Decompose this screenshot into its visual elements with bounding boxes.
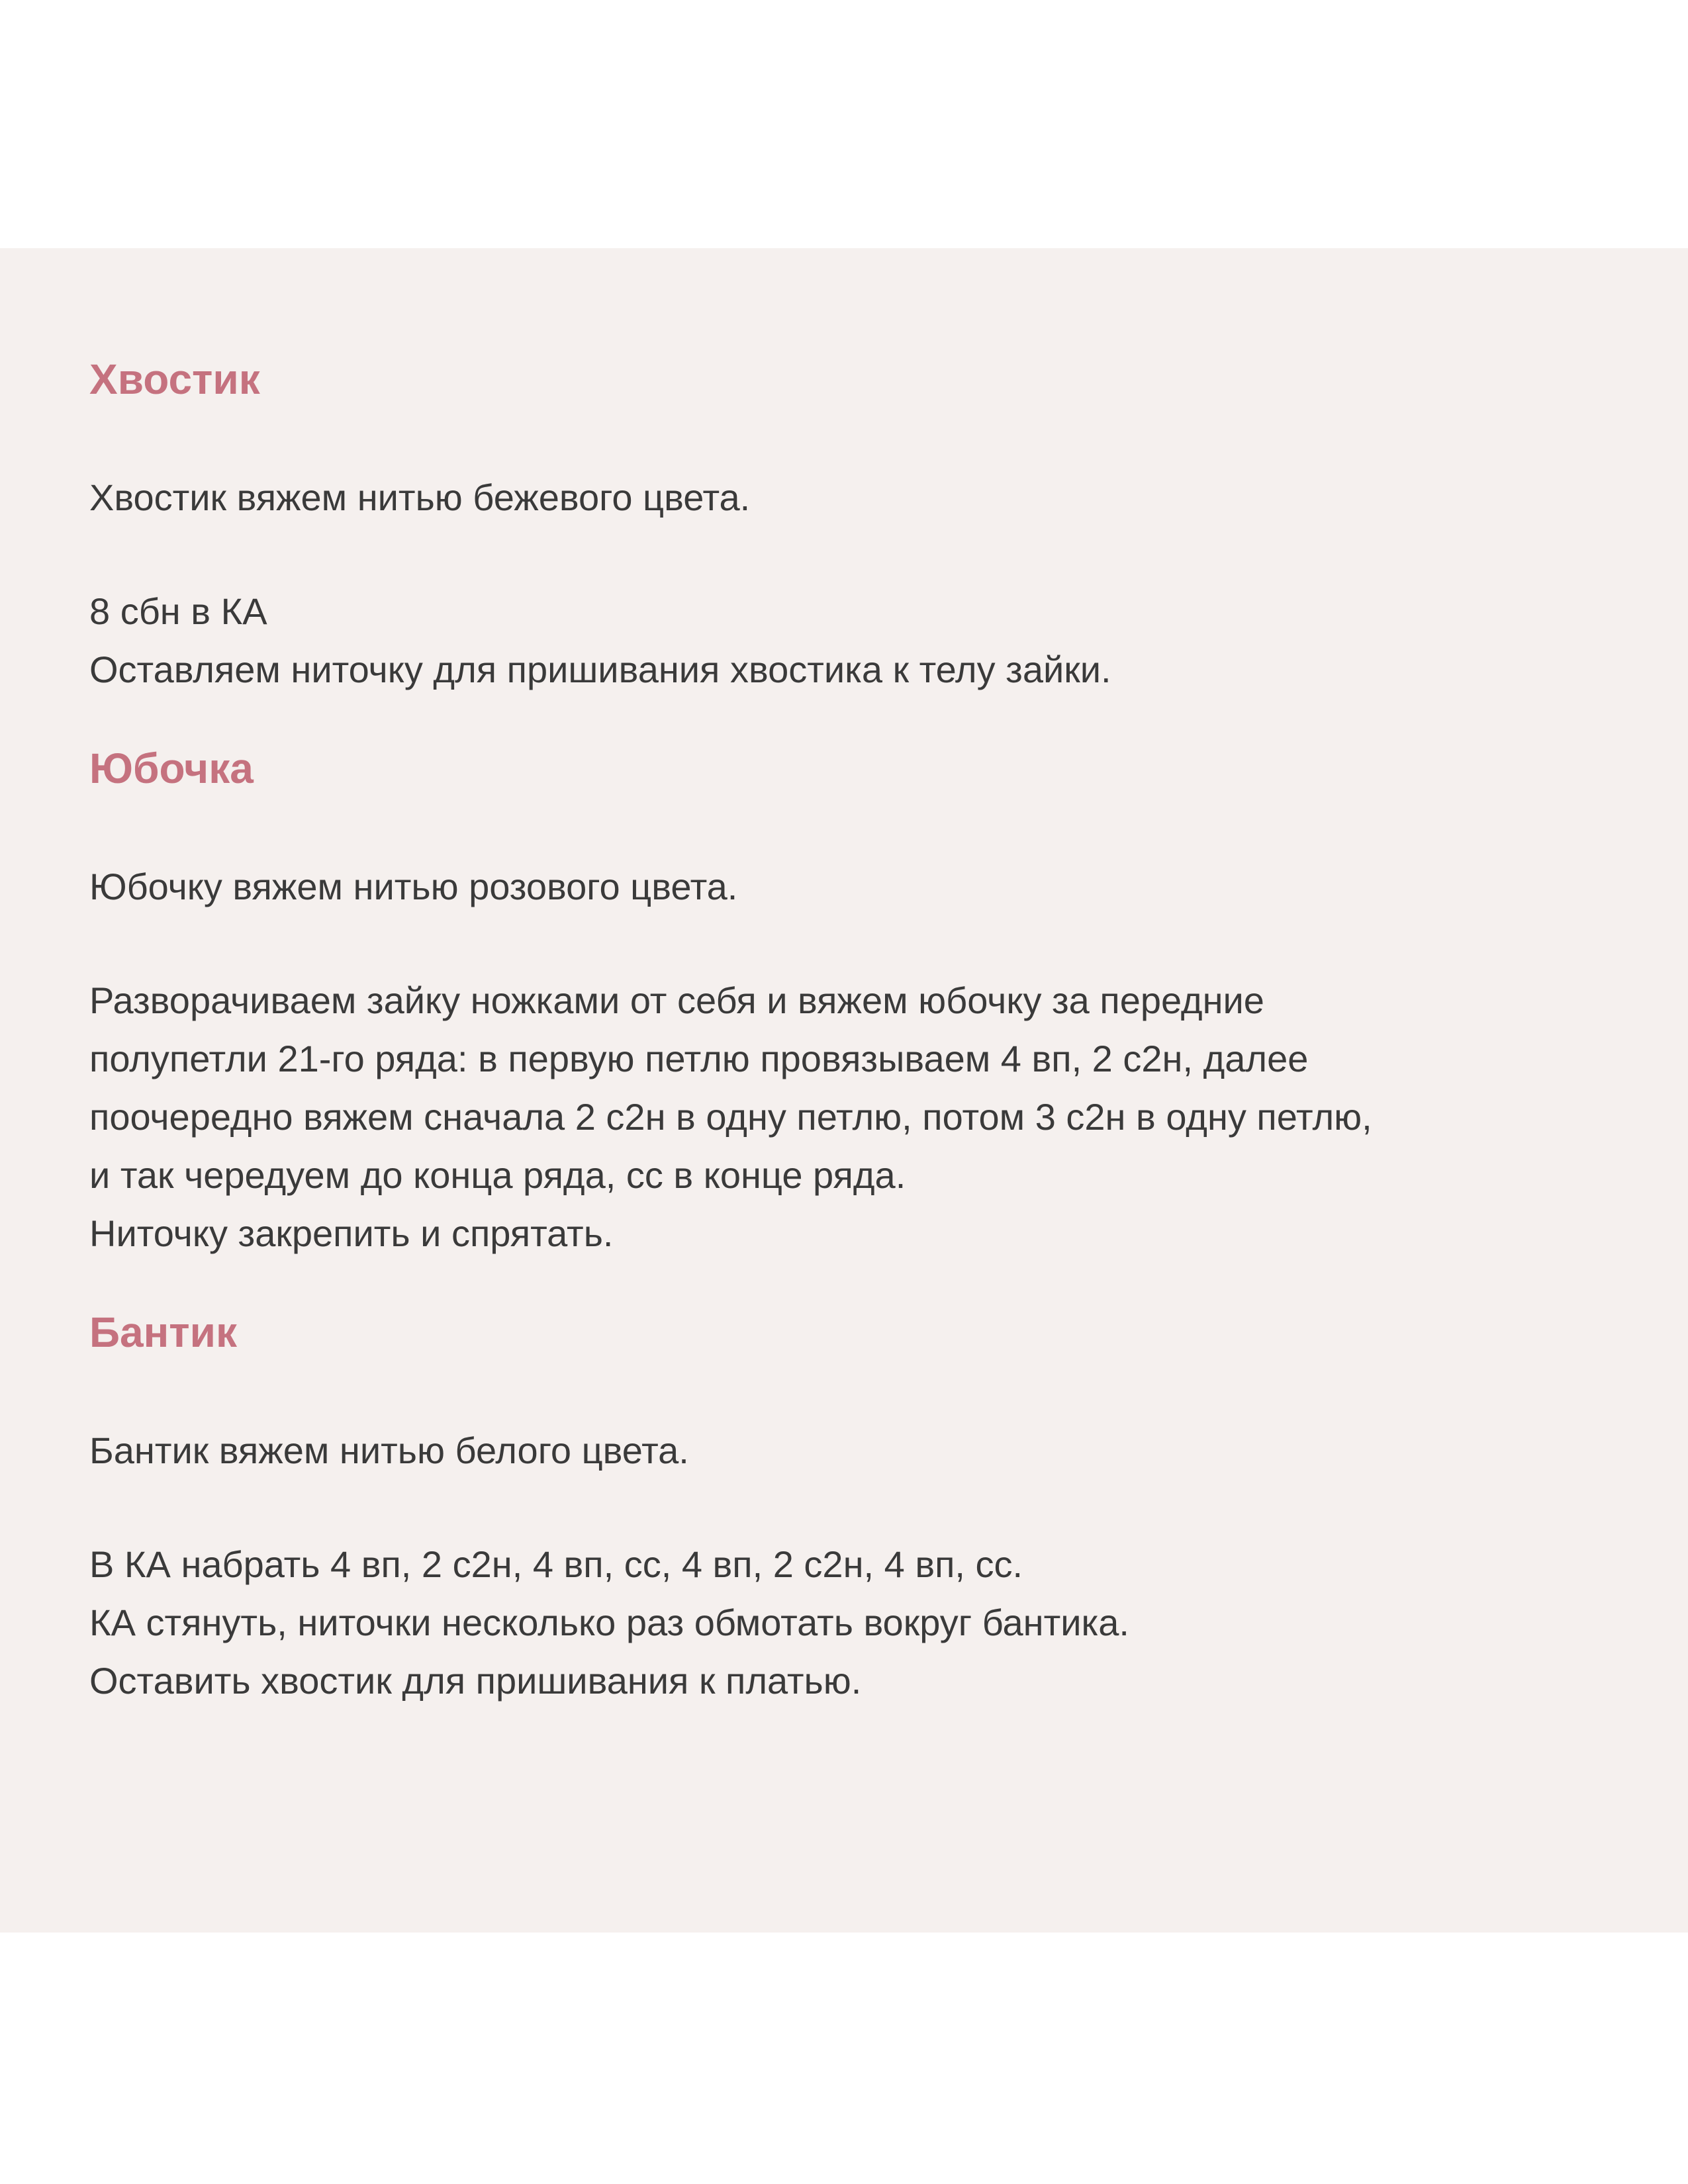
section-bow [89,1304,1612,1710]
paragraph-tail-steps: 8 сбн в КА Оставляем ниточку для пришивания хвостика к телу зайки. [89,590,1111,690]
paragraph-tail-yarn: Хвостик вяжем нитью бежевого цвета. [89,477,751,518]
section-skirt [89,740,1612,1263]
paragraph-skirt-yarn: Юбочку вяжем нитью розового цвета. [89,866,738,907]
section-heading-bow: Бантик [89,1308,237,1356]
paragraph-skirt-steps: Разворачиваем зайку ножками от себя и вяжем юбочку за передние полупетли 21-го ряда: в первую петлю провязываем 4 вп, 2 с2н, далее поочередно вяжем сначала 2 с2н в одну петлю, потом 3 с2н в одну петлю, и так чередуем до конца ряда, сс в конце ряда. Ниточку закрепить и спрятать. [89,979,1372,1254]
section-heading-skirt: Юбочка [89,745,254,792]
section-tail [89,351,1612,699]
content-panel [0,248,1688,1933]
pattern-instructions [89,351,1612,1710]
section-heading-tail: Хвостик [89,355,260,403]
paragraph-bow-yarn: Бантик вяжем нитью белого цвета. [89,1430,689,1471]
paragraph-bow-steps: В КА набрать 4 вп, 2 с2н, 4 вп, сс, 4 вп, 2 с2н, 4 вп, сс. КА стянуть, ниточки несколько раз обмотать вокруг бантика. Оставить хвостик для пришивания к платью. [89,1543,1129,1702]
